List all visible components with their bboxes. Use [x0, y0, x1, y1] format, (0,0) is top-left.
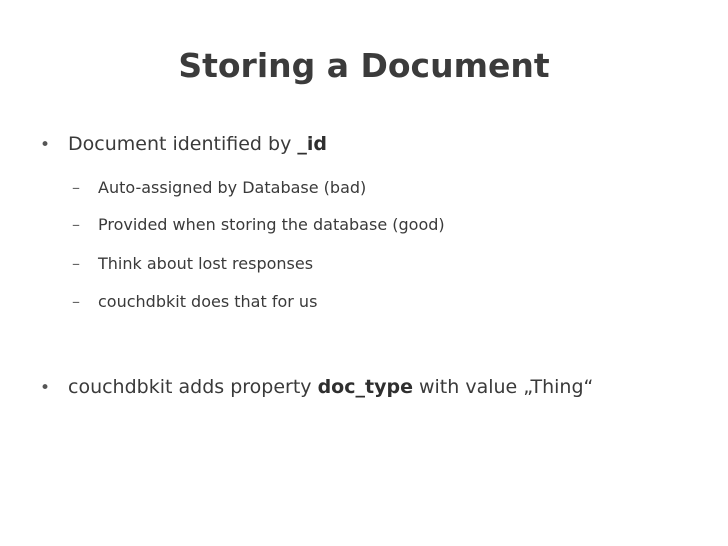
bullet-text: couchdbkit adds property — [68, 376, 318, 398]
subitem-auto-assigned — [72, 177, 366, 199]
sub-marker: – — [72, 178, 80, 197]
keyword-doc-type: doc_type — [317, 376, 413, 398]
keyword-id: _id — [297, 133, 327, 155]
bullet-text-after: with value „Thing“ — [412, 376, 594, 398]
sub-marker: – — [72, 292, 80, 311]
bullet-text: Document identified by — [68, 133, 298, 155]
subitem-lost-responses — [72, 253, 313, 275]
subitem-provided — [72, 214, 445, 236]
subitem-text: Think about lost responses — [98, 254, 314, 273]
slide-title: Storing a Document — [178, 46, 550, 85]
subitem-text: couchdbkit does that for us — [98, 292, 318, 311]
bullet-marker: • — [40, 378, 51, 398]
subitem-couchdbkit — [72, 291, 317, 313]
sub-marker: – — [72, 215, 80, 234]
subitem-text: Auto-assigned by Database (bad) — [98, 178, 367, 197]
bullet-document-id — [40, 131, 327, 158]
bullet-doc-type — [40, 374, 593, 401]
bullet-marker: • — [40, 135, 51, 155]
sub-marker: – — [72, 254, 80, 273]
subitem-text: Provided when storing the database (good) — [98, 215, 445, 234]
